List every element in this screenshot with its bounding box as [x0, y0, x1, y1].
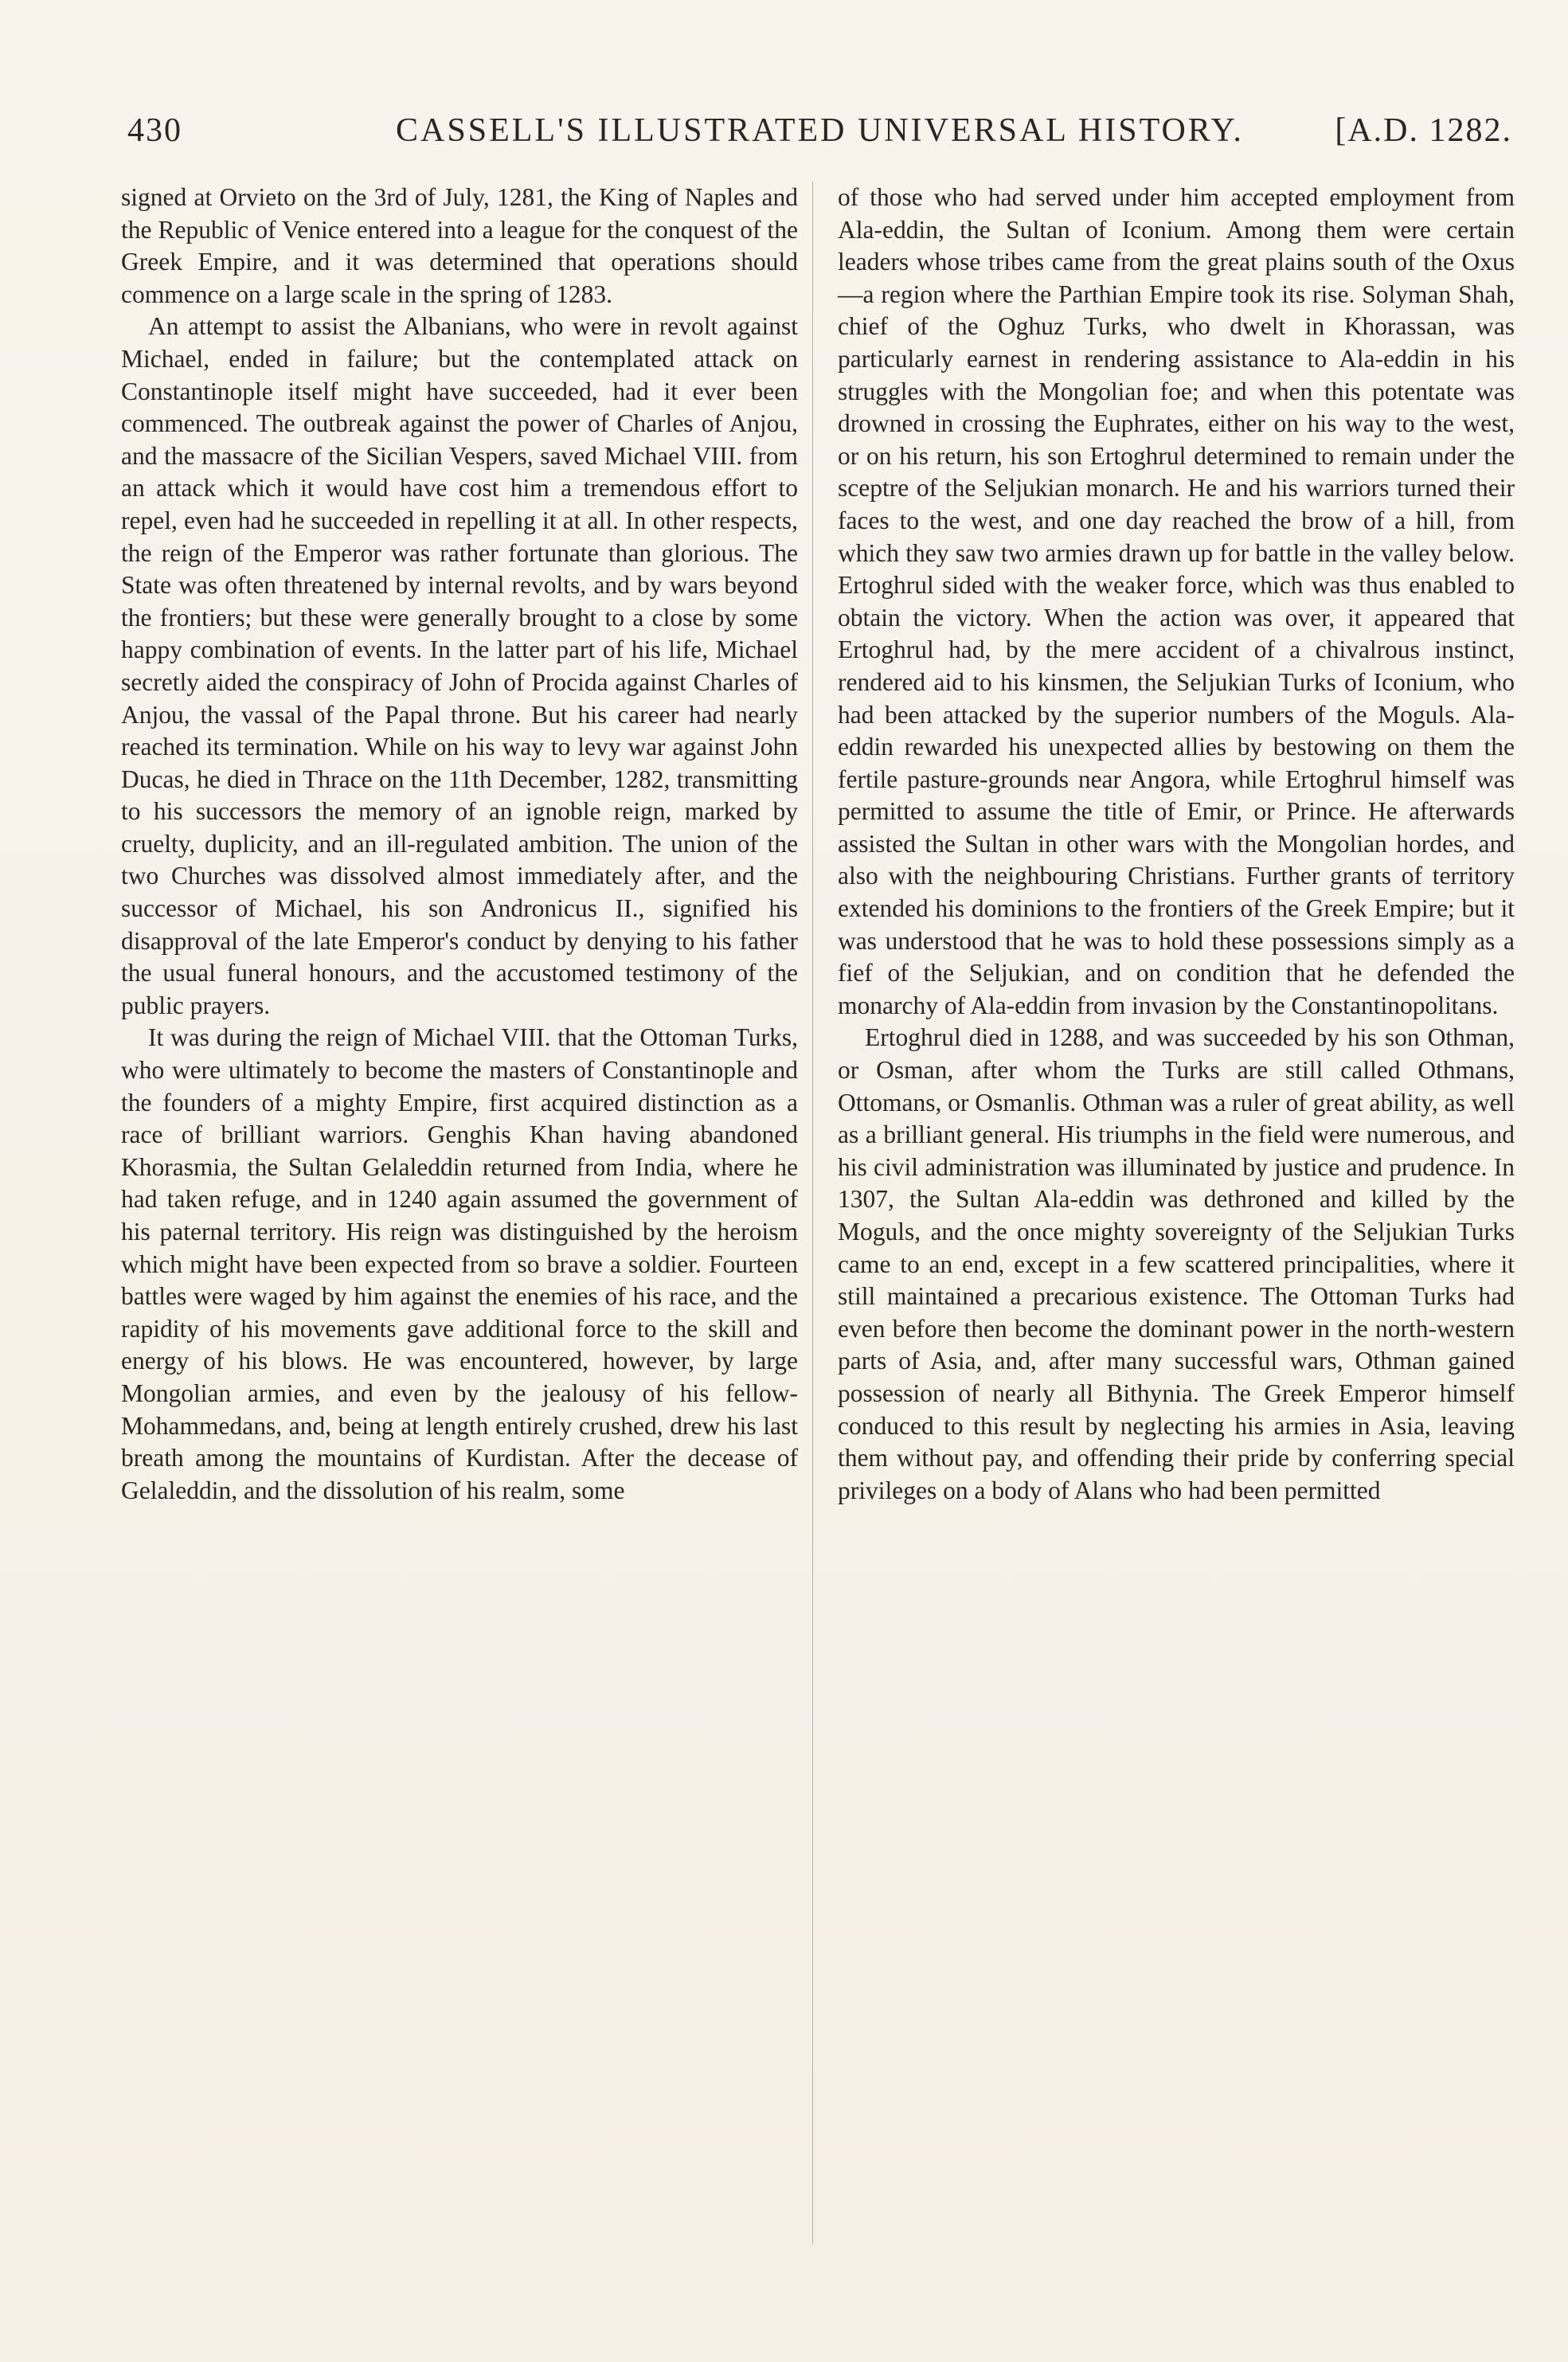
paragraph: signed at Orvieto on the 3rd of July, 1281, the King of Naples and the Republic of Venice entered into a league for the conquest of the Greek Empire, and it was determined that operations should commence on a large scale in the spring of 1283. — [121, 183, 798, 308]
column-divider — [812, 182, 813, 2244]
left-column — [121, 182, 798, 1507]
paragraph: It was during the reign of Michael VIII. that the Ottoman Turks, who were ultimately to become the masters of Constantinople and the founders of a mighty Empire, first acquired distinction as a race of brilliant warriors. Genghis Khan having abandoned Khorasmia, the Sultan Gelaleddin returned from India, where he had taken refuge, and in 1240 again assumed the government of his paternal territory. His reign was distinguished by the heroism which might have been expected from so brave a soldier. Fourteen battles were waged by him against the enemies of his race, and the rapidity of his movements gave additional force to the skill and energy of his blows. He was encountered, however, by large Mongolian armies, and even by the jealousy of his fellow-Mohammedans, and, being at length entirely crushed, drew his last breath among the mountains of Kurdistan. After the decease of Gelaleddin, and the dissolution of his realm, some — [121, 1023, 798, 1504]
running-head — [127, 111, 1512, 159]
paragraph: Ertoghrul died in 1288, and was succeeded by his son Othman, or Osman, after whom the Turks are still called Othmans, Ottomans, or Osmanlis. Othman was a ruler of great ability, as well as a brilliant general. His triumphs in the field were numerous, and his civil administration was illuminated by justice and prudence. In 1307, the Sultan Ala-eddin was dethroned and killed by the Moguls, and the once mighty sovereignty of the Seljukian Turks came to an end, except in a few scattered principalities, where it still maintained a precarious existence. The Ottoman Turks had even before then become the dominant power in the north-western parts of Asia, and, after many successful wars, Othman gained possession of nearly all Bithynia. The Greek Emperor himself conduced to this result by neglecting his armies in Asia, leaving them without pay, and offending their pride by conferring special privileges on a body of Alans who had been permitted — [838, 1023, 1515, 1504]
paragraph: An attempt to assist the Albanians, who were in revolt against Michael, ended in failure; but the contemplated attack on Constantinople itself might have succeeded, had it ever been commenced. The outbreak against the power of Charles of Anjou, and the massacre of the Sicilian Vespers, saved Michael VIII. from an attack which it would have cost him a tremendous effort to repel, even had he succeeded in repelling it at all. In other respects, the reign of the Emperor was rather fortunate than glorious. The State was often threatened by internal revolts, and by wars beyond the frontiers; but these were generally brought to a close by some happy combination of events. In the latter part of his life, Michael secretly aided the conspiracy of John of Procida against Charles of Anjou, the vassal of the Papal throne. But his career had nearly reached its termination. While on his way to levy war against John Ducas, he died in Thrace on the 11th December, 1282, transmitting to his successors the memory of an ignoble reign, marked by cruelty, duplicity, and an ill-regulated ambition. The union of the two Churches was dissolved almost immediately after, and the successor of Michael, his son Andronicus II., signified his disapproval of the late Emperor's conduct by denying to his father the usual funeral honours, and the accustomed testimony of the public prayers. — [121, 312, 798, 1019]
right-column — [838, 182, 1515, 1507]
page-number: 430 — [127, 112, 182, 149]
running-date: [A.D. 1282. — [1335, 112, 1512, 149]
running-title: CASSELL'S ILLUSTRATED UNIVERSAL HISTORY. — [396, 112, 1244, 149]
paragraph: of those who had served under him accepted employment from Ala-eddin, the Sultan of Iconium. Among them were certain leaders whose tribes came from the great plains south of the Oxus—a region where the Parthian Empire took its rise. Solyman Shah, chief of the Oghuz Turks, who dwelt in Khorassan, was particularly earnest in rendering assistance to Ala-eddin in his struggles with the Mongolian foe; and when this potentate was drowned in crossing the Euphrates, either on his way to the west, or on his return, his son Ertoghrul determined to remain under the sceptre of the Seljukian monarch. He and his warriors turned their faces to the west, and one day reached the brow of a hill, from which they saw two armies drawn up for battle in the valley below. Ertoghrul sided with the weaker force, which was thus enabled to obtain the victory. When the action was over, it appeared that Ertoghrul had, by the mere accident of a chivalrous instinct, rendered aid to his kinsmen, the Seljukian Turks of Iconium, who had been attacked by the superior numbers of the Moguls. Ala-eddin rewarded his unexpected allies by bestowing on them the fertile pasture-grounds near Angora, while Ertoghrul himself was permitted to assume the title of Emir, or Prince. He afterwards assisted the Sultan in other wars with the Mongolian hordes, and also with the neighbouring Christians. Further grants of territory extended his dominions to the frontiers of the Greek Empire; but it was understood that he was to hold these possessions simply as a fief of the Seljukian, and on condition that he defended the monarchy of Ala-eddin from invasion by the Constantinopolitans. — [838, 183, 1515, 1019]
